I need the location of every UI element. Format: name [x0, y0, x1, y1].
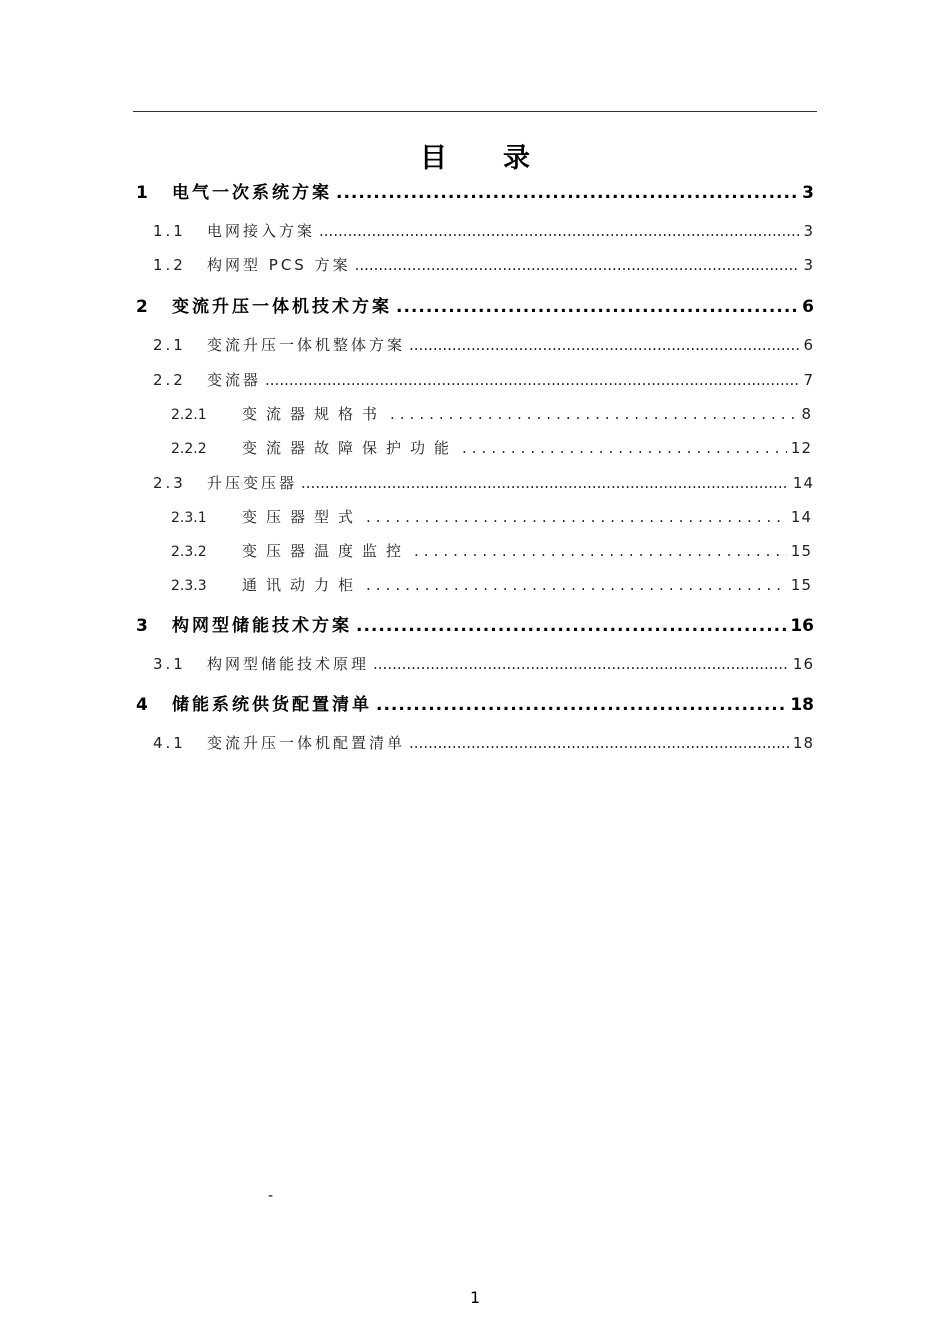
toc-entry[interactable]	[136, 182, 814, 204]
entry-title: 变流升压一体机配置清单	[207, 734, 406, 752]
dot-leader	[319, 220, 799, 242]
entry-page: 3	[802, 183, 814, 203]
toc-entry[interactable]	[171, 403, 812, 425]
dot-leader	[301, 472, 789, 494]
entry-page: 8	[801, 405, 812, 423]
dot-leader	[409, 334, 799, 356]
entry-title: 电气一次系统方案	[172, 183, 332, 203]
toc-entry[interactable]	[171, 540, 812, 562]
title-char: 录	[503, 143, 530, 174]
dot-leader	[373, 653, 789, 675]
dot-leader	[366, 574, 787, 596]
toc-entry[interactable]	[153, 334, 814, 356]
entry-title: 电网接入方案	[207, 222, 316, 240]
toc-entry[interactable]	[171, 506, 812, 528]
entry-page: 16	[792, 655, 814, 673]
entry-page: 3	[803, 256, 814, 274]
entry-title: 储能系统供货配置清单	[172, 695, 372, 715]
entry-page: 12	[790, 439, 812, 457]
dot-leader	[376, 694, 786, 716]
entry-page: 6	[802, 297, 814, 317]
entry-title: 变压器温度监控	[242, 542, 411, 560]
entry-number: 3.1	[153, 655, 186, 673]
entry-page: 14	[790, 508, 812, 526]
entry-page: 3	[803, 222, 814, 240]
dot-leader	[336, 182, 798, 204]
entry-title: 变流器规格书	[242, 405, 387, 423]
dot-leader	[265, 369, 799, 391]
entry-title: 构网型储能技术原理	[207, 655, 370, 673]
entry-page: 14	[792, 474, 814, 492]
toc-entry[interactable]	[136, 296, 814, 318]
footer-dash: -	[268, 1188, 274, 1204]
entry-title: 变流器故障保护功能	[242, 439, 459, 457]
entry-title: 升压变压器	[207, 474, 298, 492]
entry-page: 18	[790, 695, 814, 715]
toc-entry[interactable]	[153, 732, 814, 754]
dot-leader	[409, 732, 789, 754]
entry-title: 变流升压一体机整体方案	[207, 336, 406, 354]
page-number: 1	[470, 1288, 481, 1307]
entry-number: 1.2	[153, 256, 186, 274]
entry-number: 2.1	[153, 336, 186, 354]
title-char: 目	[420, 143, 447, 174]
toc-entry[interactable]	[153, 653, 814, 675]
entry-title: 变流升压一体机技术方案	[172, 297, 392, 317]
entry-title: 变流器	[207, 371, 262, 389]
entry-number: 3	[136, 616, 151, 636]
toc-entry[interactable]	[171, 437, 812, 459]
toc-entry[interactable]	[136, 694, 814, 716]
entry-number: 2.3.1	[171, 510, 207, 526]
entry-number: 1	[136, 183, 151, 203]
entry-number: 2.2.1	[171, 407, 207, 423]
toc-entry[interactable]	[153, 220, 814, 242]
entry-number: 4	[136, 695, 151, 715]
toc-title	[0, 136, 950, 175]
entry-title: 构网型 PCS 方案	[207, 256, 351, 274]
entry-page: 15	[790, 542, 812, 560]
entry-page: 6	[803, 336, 814, 354]
entry-number: 2.3.3	[171, 578, 207, 594]
toc-entry[interactable]	[153, 254, 814, 276]
entry-title: 构网型储能技术方案	[172, 616, 352, 636]
header-rule	[133, 111, 817, 112]
dot-leader	[396, 296, 798, 318]
dot-leader	[462, 437, 787, 459]
entry-number: 2.3.2	[171, 544, 207, 560]
toc-entry[interactable]	[153, 472, 814, 494]
entry-number: 4.1	[153, 734, 186, 752]
dot-leader	[356, 615, 786, 637]
entry-number: 2.3	[153, 474, 186, 492]
entry-number: 2	[136, 297, 151, 317]
dot-leader	[366, 506, 787, 528]
entry-number: 2.2	[153, 371, 186, 389]
entry-number: 1.1	[153, 222, 186, 240]
toc-entry[interactable]	[153, 369, 814, 391]
entry-page: 16	[790, 616, 814, 636]
entry-title: 变压器型式	[242, 508, 363, 526]
dot-leader	[414, 540, 787, 562]
entry-title: 通讯动力柜	[242, 576, 363, 594]
toc-entry[interactable]	[136, 615, 814, 637]
entry-number: 2.2.2	[171, 441, 207, 457]
toc-entry[interactable]	[171, 574, 812, 596]
entry-page: 18	[792, 734, 814, 752]
entry-page: 7	[803, 371, 814, 389]
dot-leader	[355, 254, 800, 276]
entry-page: 15	[790, 576, 812, 594]
dot-leader	[390, 403, 797, 425]
